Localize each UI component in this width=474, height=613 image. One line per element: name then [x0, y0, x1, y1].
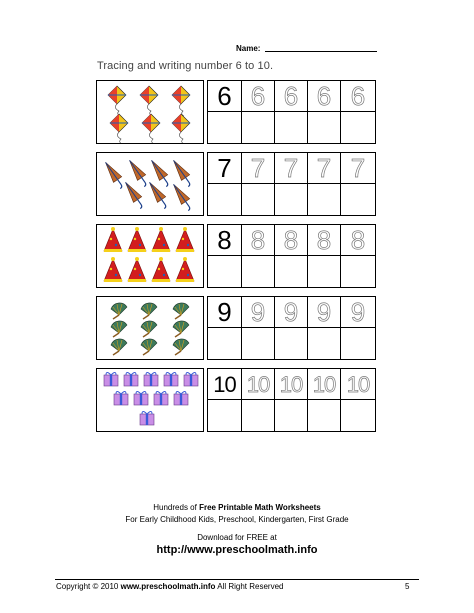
writing-cell[interactable]: [208, 256, 242, 287]
trace-digit[interactable]: 9: [308, 297, 341, 328]
row-number-10: [96, 368, 376, 432]
model-digit: 9: [208, 297, 242, 328]
writing-cell[interactable]: [275, 328, 308, 359]
model-digit: 10: [208, 369, 242, 400]
writing-cell[interactable]: [341, 328, 375, 359]
gift-box-icon: [104, 373, 198, 426]
name-input-line[interactable]: [265, 51, 377, 52]
footer-line-3: Download for FREE at: [197, 533, 277, 542]
writing-cell[interactable]: [242, 256, 275, 287]
writing-cell[interactable]: [242, 184, 275, 215]
trace-digit[interactable]: 7: [341, 153, 375, 184]
writing-cell[interactable]: [308, 400, 341, 431]
worksheet-title: Tracing and writing number 6 to 10.: [97, 60, 274, 72]
picture-box-9: [96, 296, 204, 360]
trace-digit[interactable]: 8: [308, 225, 341, 256]
tracing-grid-10: [207, 368, 376, 432]
trace-digit[interactable]: 6: [242, 81, 275, 112]
tracing-grid-7: [207, 152, 376, 216]
writing-cell[interactable]: [275, 256, 308, 287]
trace-digit[interactable]: 7: [275, 153, 308, 184]
footer-line-1-prefix: Hundreds of: [153, 503, 200, 512]
kite-icon: [108, 86, 190, 143]
writing-cell[interactable]: [275, 112, 308, 143]
trace-digit[interactable]: 10: [341, 369, 375, 400]
writing-cell[interactable]: [208, 112, 242, 143]
trace-digit[interactable]: 7: [242, 153, 275, 184]
copyright-suffix: All Right Reserved: [215, 582, 284, 591]
row-number-7: [96, 152, 376, 216]
party-hat-icon: [104, 227, 194, 282]
writing-cell[interactable]: [308, 112, 341, 143]
model-digit: 6: [208, 81, 242, 112]
writing-cell[interactable]: [208, 328, 242, 359]
writing-cell[interactable]: [275, 184, 308, 215]
writing-cell[interactable]: [341, 400, 375, 431]
writing-cell[interactable]: [242, 400, 275, 431]
writing-cell[interactable]: [341, 112, 375, 143]
writing-cell[interactable]: [341, 184, 375, 215]
row-number-6: [96, 80, 376, 144]
copyright-site[interactable]: www.preschoolmath.info: [120, 582, 216, 591]
writing-cell[interactable]: [308, 184, 341, 215]
tracing-grid-6: [207, 80, 376, 144]
copyright-prefix: Copyright © 2010: [56, 582, 121, 591]
writing-cell[interactable]: [275, 400, 308, 431]
trace-digit[interactable]: 8: [275, 225, 308, 256]
copyright-text: [56, 582, 283, 591]
footer-divider: [55, 579, 419, 580]
model-digit: 7: [208, 153, 242, 184]
picture-box-7: [96, 152, 204, 216]
row-number-9: [96, 296, 376, 360]
writing-cell[interactable]: [208, 184, 242, 215]
trace-digit[interactable]: 10: [275, 369, 308, 400]
footer-line-1-bold: Free Printable Math Worksheets: [199, 503, 321, 512]
trace-digit[interactable]: 6: [341, 81, 375, 112]
writing-cell[interactable]: [308, 328, 341, 359]
page-number: 5: [405, 582, 410, 591]
site-url-link[interactable]: [0, 544, 474, 556]
trace-digit[interactable]: 9: [242, 297, 275, 328]
tracing-grid-8: [207, 224, 376, 288]
writing-cell[interactable]: [242, 112, 275, 143]
trace-digit[interactable]: 7: [308, 153, 341, 184]
umbrella-icon: [101, 157, 194, 211]
trace-digit[interactable]: 8: [341, 225, 375, 256]
trace-digit[interactable]: 10: [308, 369, 341, 400]
trace-digit[interactable]: 6: [308, 81, 341, 112]
name-label: Name:: [236, 44, 261, 53]
picture-box-10: [96, 368, 204, 432]
picture-box-8: [96, 224, 204, 288]
tracing-grid-9: [207, 296, 376, 360]
model-digit: 8: [208, 225, 242, 256]
trace-digit[interactable]: 9: [341, 297, 375, 328]
footer-line-2: For Early Childhood Kids, Preschool, Kindergarten, First Grade: [125, 515, 349, 524]
writing-cell[interactable]: [341, 256, 375, 287]
row-number-8: [96, 224, 376, 288]
trace-digit[interactable]: 9: [275, 297, 308, 328]
site-url[interactable]: http://www.preschoolmath.info: [156, 544, 318, 556]
trace-digit[interactable]: 6: [275, 81, 308, 112]
writing-cell[interactable]: [242, 328, 275, 359]
writing-cell[interactable]: [308, 256, 341, 287]
writing-cell[interactable]: [208, 400, 242, 431]
trace-digit[interactable]: 10: [242, 369, 275, 400]
trace-digit[interactable]: 8: [242, 225, 275, 256]
fan-icon: [111, 303, 189, 355]
picture-box-6: [96, 80, 204, 144]
footer-line-1: [0, 503, 474, 512]
